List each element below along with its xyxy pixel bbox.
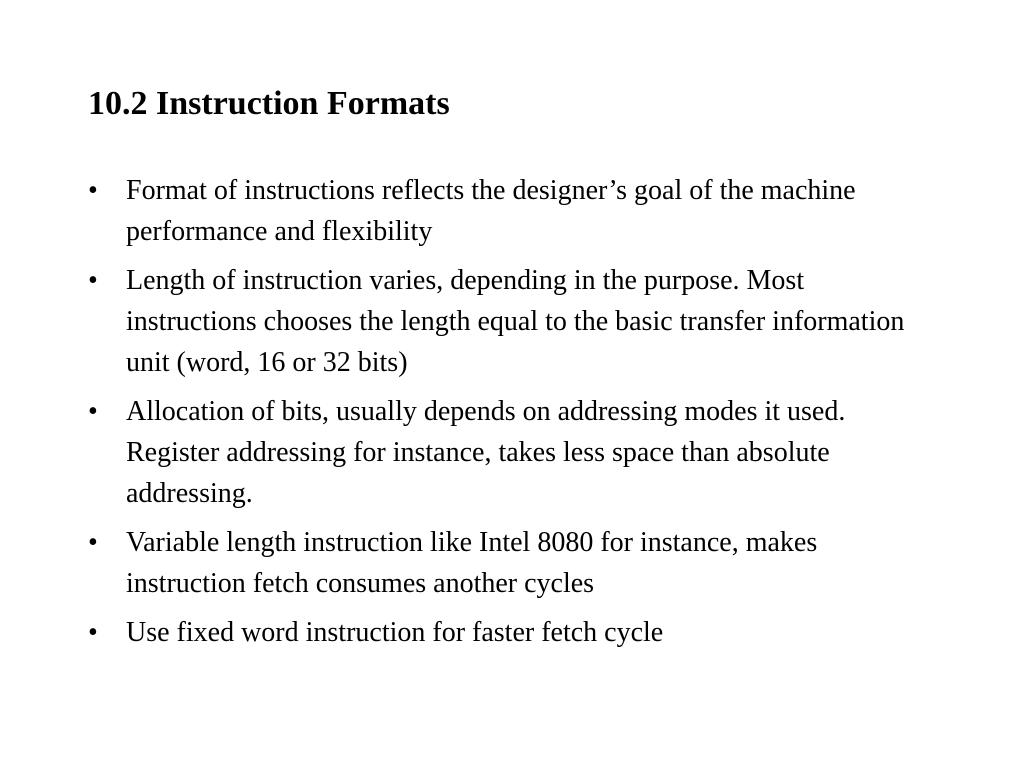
bullet-item [88,391,938,514]
bullet-item [88,170,938,252]
slide-title: 10.2 Instruction Formats [88,85,450,122]
bullet-icon: • [88,527,98,558]
bullet-text: Use fixed word instruction for faster fetch cycle [126,617,664,648]
bullet-text: Length of instruction varies, depending in the purpose. Most instructions chooses the length equal to the basic transfer information unit (word, 16 or 32 bits) [126,265,905,378]
bullet-item [88,522,938,604]
bullet-list [88,170,938,661]
bullet-icon: • [88,396,98,427]
bullet-text: Format of instructions reflects the designer’s goal of the machine performance and flexibility [126,175,856,247]
bullet-text: Allocation of bits, usually depends on addressing modes it used. Register addressing for instance, takes less space than absolute addressing. [126,396,846,509]
bullet-icon: • [88,617,98,648]
bullet-icon: • [88,175,98,206]
bullet-item [88,260,938,383]
bullet-text: Variable length instruction like Intel 8080 for instance, makes instruction fetch consumes another cycles [126,527,818,599]
bullet-item [88,612,938,653]
bullet-icon: • [88,265,98,296]
